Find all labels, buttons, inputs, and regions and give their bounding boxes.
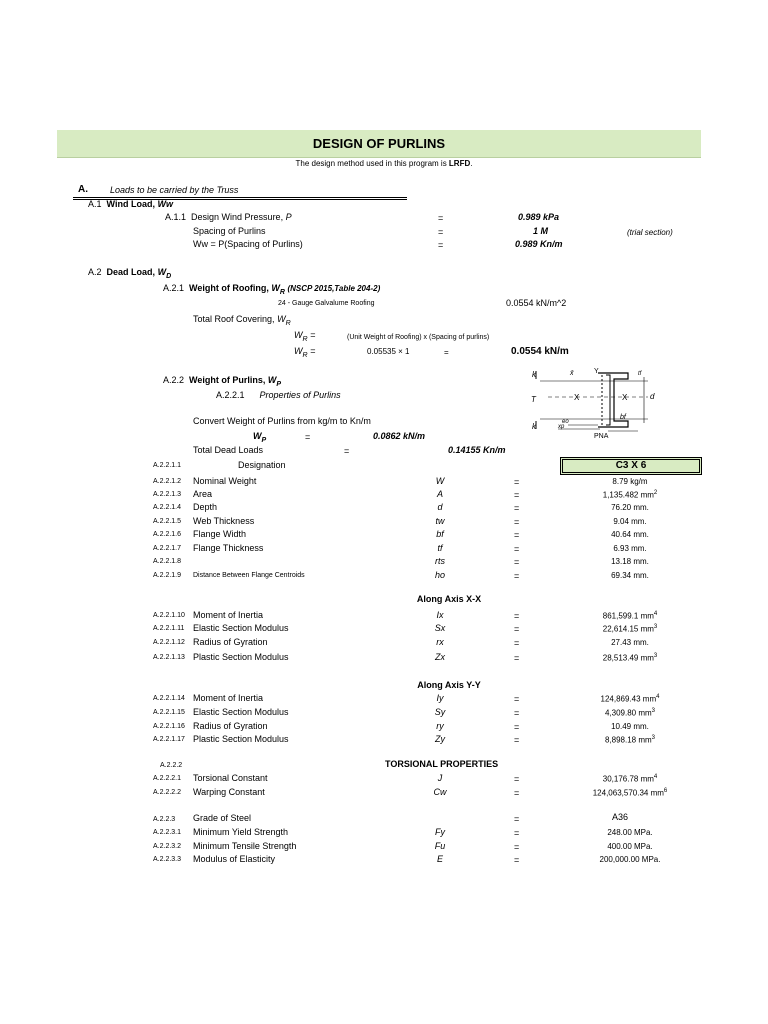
dead-load-num: A.2	[88, 267, 102, 277]
property-eq: =	[514, 571, 520, 581]
property-label: Modulus of Elasticity	[193, 854, 276, 864]
wr2-sub: R	[302, 351, 308, 359]
property-eq: =	[514, 828, 520, 838]
wp-eq: =	[305, 432, 311, 442]
property-value	[560, 722, 700, 731]
property-symbol: Cw	[433, 787, 447, 797]
property-num: A.2.2.1.12	[153, 639, 185, 646]
property-num: A.2.2.1.8	[153, 558, 182, 565]
wp-symbol-text: W	[253, 431, 262, 441]
property-value-text: 10.49 mm.	[611, 722, 649, 731]
section-a-underline	[73, 197, 407, 198]
diagram-eo: eo	[562, 419, 569, 425]
property-eq: =	[514, 611, 520, 621]
property-value-text: 400.00 MPa.	[607, 842, 653, 851]
designation-label: Designation	[238, 460, 286, 470]
property-num: A.2.2.3.1	[153, 829, 182, 836]
design-method-line	[0, 159, 768, 168]
property-unit-exponent: 3	[653, 653, 658, 659]
diagram-xbar: x̄	[570, 370, 574, 377]
property-eq: =	[514, 503, 520, 513]
wind-pressure-num: A.1.1	[165, 212, 187, 222]
property-symbol: d	[437, 502, 443, 512]
steel-eq: =	[514, 814, 520, 824]
steel-num: A.2.2.3	[153, 816, 176, 823]
property-symbol: Zx	[435, 652, 445, 662]
property-value-text: 200,000.00 MPa.	[599, 855, 661, 864]
property-value	[560, 477, 700, 486]
diagram-y: Y	[594, 368, 599, 375]
spacing-eq: =	[438, 227, 444, 237]
diagram-k-bottom: k	[532, 422, 536, 431]
steel-value: A36	[611, 812, 628, 822]
property-value-text: 40.64 mm.	[611, 530, 649, 539]
property-value-text: 8,898.18 mm	[604, 735, 652, 745]
property-num: A.2.2.1.5	[153, 518, 182, 525]
roofing-material-value: 0.0554 kN/m^2	[506, 298, 567, 308]
dead-load-symbol: W	[157, 267, 167, 277]
torsional-title: TORSIONAL PROPERTIES	[385, 759, 499, 769]
section-a-label: A.	[78, 184, 88, 195]
property-label: Moment of Inertia	[193, 610, 264, 620]
property-value	[560, 828, 700, 837]
property-num: A.2.2.1.9	[153, 572, 182, 579]
property-value-text: 76.20 mm.	[611, 503, 649, 512]
design-method-name: LRFD	[448, 159, 471, 168]
purlins-sub-num: A.2.2.1	[216, 390, 245, 400]
total-cover-sub: R	[285, 319, 291, 327]
property-num: A.2.2.2.2	[153, 789, 182, 796]
property-value	[560, 503, 700, 512]
property-value-text: 248.00 MPa.	[607, 828, 653, 837]
wr1-eq: =	[310, 330, 316, 340]
property-label: Flange Thickness	[193, 543, 264, 553]
wr2-expression: 0.05535 × 1	[367, 347, 410, 356]
property-value-text: 8.79 kg/m	[612, 477, 648, 486]
total-dead-value: 0.14155 Kn/m	[448, 445, 506, 455]
property-unit-exponent: 3	[651, 708, 656, 714]
property-num: A.2.2.3.3	[153, 856, 182, 863]
diagram-d: d	[650, 392, 655, 401]
property-label: Depth	[193, 502, 218, 512]
property-symbol: rts	[435, 556, 445, 566]
ww-value: 0.989 Kn/m	[515, 239, 563, 249]
property-eq: =	[514, 842, 520, 852]
property-unit-exponent: 4	[653, 611, 658, 617]
spacing-label: Spacing of Purlins	[193, 226, 266, 236]
property-value-text: 27.43 mm.	[611, 638, 649, 647]
spacing-value: 1 M	[533, 226, 549, 236]
diagram-x-right: X	[622, 393, 628, 402]
property-value	[560, 624, 700, 634]
total-dead-eq: =	[344, 446, 350, 456]
property-label: Radius of Gyration	[193, 637, 268, 647]
property-value	[560, 788, 700, 798]
property-unit-exponent: 3	[653, 624, 658, 630]
torsional-num: A.2.2.2	[160, 762, 183, 769]
roofing-symbol: W	[271, 283, 280, 293]
wind-load-num: A.1	[88, 199, 102, 209]
property-symbol: E	[436, 854, 443, 864]
property-num: A.2.2.1.6	[153, 531, 182, 538]
wp-value: 0.0862 kN/m	[373, 431, 426, 441]
property-value	[560, 694, 700, 704]
axis-y-title: Along Axis Y-Y	[417, 680, 481, 690]
wind-pressure-eq: =	[438, 213, 444, 223]
design-method-prefix: The design method used in this program is	[295, 159, 449, 168]
roofing-sub: R	[279, 288, 285, 296]
property-symbol: Ix	[436, 610, 444, 620]
property-eq: =	[514, 638, 520, 648]
ww-eq: =	[438, 240, 444, 250]
property-eq: =	[514, 788, 520, 798]
wind-load-heading	[88, 199, 173, 209]
property-symbol: Sy	[434, 707, 446, 717]
wr1-symbol-text: W	[294, 330, 303, 340]
property-value-text: 69.34 mm.	[611, 571, 649, 580]
roofing-title: Weight of Roofing,	[189, 283, 269, 293]
property-unit-exponent: 6	[663, 788, 668, 794]
property-eq: =	[514, 624, 520, 634]
property-label: Nominal Weight	[193, 476, 257, 486]
property-value	[560, 557, 700, 566]
property-unit-exponent: 3	[651, 735, 656, 741]
property-label: Torsional Constant	[193, 773, 268, 783]
property-symbol: ry	[436, 721, 444, 731]
total-cover-label	[193, 314, 291, 327]
property-eq: =	[514, 855, 520, 865]
property-symbol: ho	[434, 570, 445, 580]
total-cover-symbol: W	[277, 314, 286, 324]
property-label: Warping Constant	[193, 787, 265, 797]
wr1-expression: (Unit Weight of Roofing) x (Spacing of purlins)	[347, 334, 490, 341]
property-eq: =	[514, 530, 520, 540]
purlins-num: A.2.2	[163, 375, 185, 385]
wind-load-title: Wind Load,	[106, 199, 155, 209]
property-label: Radius of Gyration	[193, 721, 268, 731]
property-symbol: Sx	[434, 623, 446, 633]
channel-section-diagram	[528, 367, 678, 439]
purlins-sub-heading	[216, 390, 341, 400]
property-eq: =	[514, 517, 520, 527]
property-unit-exponent: 4	[656, 694, 660, 700]
property-label: Moment of Inertia	[193, 693, 264, 703]
purlins-title: Weight of Purlins,	[189, 375, 266, 385]
property-eq: =	[514, 722, 520, 732]
property-num: A.2.2.1.7	[153, 545, 182, 552]
property-value-text: 4,309.80 mm	[604, 708, 652, 718]
property-value	[560, 653, 700, 663]
wr2-value: 0.0554 kN/m	[511, 346, 569, 357]
property-value-text: 28,513.49 mm	[602, 653, 654, 663]
property-value-text: 861,599.1 mm	[602, 611, 654, 621]
property-value-text: 22,614.15 mm	[602, 624, 654, 634]
property-num: A.2.2.1.13	[153, 654, 185, 661]
property-eq: =	[514, 490, 520, 500]
property-symbol: Iy	[436, 693, 444, 703]
property-value	[560, 855, 700, 864]
property-eq: =	[514, 557, 520, 567]
ww-label: Ww = P(Spacing of Purlins)	[193, 239, 303, 249]
property-symbol: W	[435, 476, 445, 486]
diagram-x-left: X	[574, 393, 580, 402]
property-value	[560, 490, 700, 500]
property-label: Minimum Tensile Strength	[193, 841, 297, 851]
total-dead-label: Total Dead Loads	[193, 445, 264, 455]
property-label: Minimum Yield Strength	[193, 827, 289, 837]
property-unit-exponent: 4	[653, 774, 658, 780]
property-eq: =	[514, 774, 520, 784]
property-value	[560, 638, 700, 647]
diagram-tf: tf	[638, 371, 642, 377]
property-value	[560, 544, 700, 553]
roofing-num: A.2.1	[163, 283, 185, 293]
property-num: A.2.2.2.1	[153, 775, 182, 782]
property-value-text: 30,176.78 mm	[602, 774, 654, 784]
property-label: Area	[193, 489, 213, 499]
wr2-eq2: =	[444, 348, 449, 357]
purlins-symbol: W	[267, 375, 277, 385]
purlins-sub: P	[276, 380, 282, 388]
property-symbol: A	[436, 489, 443, 499]
property-eq: =	[514, 694, 520, 704]
property-label: Plastic Section Modulus	[193, 652, 289, 662]
roofing-material: 24 - Gauge Galvalume Roofing	[278, 300, 375, 307]
property-eq: =	[514, 708, 520, 718]
diagram-xp: xp	[558, 424, 565, 430]
property-value-text: 1,135.482 mm	[602, 490, 654, 500]
property-unit-exponent: 2	[653, 490, 658, 496]
wr1-sub: R	[302, 335, 308, 343]
property-num: A.2.2.1.15	[153, 709, 185, 716]
wind-pressure-symbol: P	[285, 212, 292, 222]
property-num: A.2.2.1.2	[153, 478, 182, 485]
property-num: A.2.2.3.2	[153, 843, 182, 850]
property-num: A.2.2.1.3	[153, 491, 182, 498]
property-eq: =	[514, 653, 520, 663]
property-num: A.2.2.1.10	[153, 612, 185, 619]
wr2-symbol-text: W	[294, 346, 303, 356]
section-a-text: Loads to be carried by the Truss	[110, 185, 239, 195]
diagram-k-top: k	[532, 370, 536, 379]
property-eq: =	[514, 544, 520, 554]
property-value	[560, 611, 700, 621]
diagram-bf: bf	[620, 414, 626, 421]
diagram-pna: PNA	[594, 433, 609, 439]
property-value	[560, 530, 700, 539]
convert-label: Convert Weight of Purlins from kg/m to Kn/m	[193, 416, 371, 426]
property-value	[560, 774, 700, 784]
property-label: Elastic Section Modulus	[193, 623, 289, 633]
property-value-text: 124,869.43 mm	[600, 694, 657, 704]
wind-pressure-value: 0.989 kPa	[518, 212, 560, 222]
roofing-heading	[163, 283, 380, 296]
property-symbol: tf	[437, 543, 443, 553]
wr2-symbol	[294, 346, 315, 359]
property-num: A.2.2.1.17	[153, 736, 185, 743]
dead-load-heading	[88, 267, 171, 280]
property-symbol: J	[437, 773, 443, 783]
wind-pressure-text: Design Wind Pressure,	[191, 212, 284, 222]
property-num: A.2.2.1.16	[153, 723, 185, 730]
property-label: Elastic Section Modulus	[193, 707, 289, 717]
wp-symbol	[253, 431, 266, 444]
property-value	[560, 708, 700, 718]
property-eq: =	[514, 477, 520, 487]
design-method-suffix: .	[470, 159, 473, 168]
roofing-ref: (NSCP 2015,Table 204-2)	[287, 284, 381, 293]
dead-load-sub: D	[166, 272, 172, 280]
designation-value: C3 X 6	[560, 457, 702, 475]
total-cover-text: Total Roof Covering,	[193, 314, 275, 324]
property-label: Plastic Section Modulus	[193, 734, 289, 744]
spacing-note: (trial section)	[627, 228, 673, 237]
property-value	[560, 571, 700, 580]
property-symbol: Fy	[435, 827, 445, 837]
wr1-symbol	[294, 330, 315, 343]
property-label: Distance Between Flange Centroids	[193, 572, 305, 579]
property-value	[560, 842, 700, 851]
property-eq: =	[514, 735, 520, 745]
wr2-eq: =	[310, 346, 316, 356]
dead-load-title: Dead Load,	[106, 267, 156, 277]
purlins-heading	[163, 375, 281, 388]
property-symbol: tw	[435, 516, 445, 526]
property-value-text: 124,063,570.34 mm	[592, 788, 664, 798]
property-num: A.2.2.1.11	[153, 625, 185, 632]
property-label: Flange Width	[193, 529, 247, 539]
property-value	[560, 517, 700, 526]
property-num: A.2.2.1.14	[153, 695, 185, 702]
property-symbol: Zy	[435, 734, 445, 744]
wp-sub: P	[261, 436, 267, 444]
property-symbol: Fu	[434, 841, 446, 851]
designation-num: A.2.2.1.1	[153, 462, 182, 469]
property-value-text: 9.04 mm.	[613, 517, 647, 526]
property-symbol: rx	[436, 637, 444, 647]
axis-x-title: Along Axis X-X	[416, 594, 482, 604]
page-title: DESIGN OF PURLINS	[57, 130, 701, 158]
steel-label: Grade of Steel	[193, 813, 252, 823]
purlins-sub-title: Properties of Purlins	[259, 390, 341, 400]
property-value	[560, 735, 700, 745]
property-symbol: bf	[436, 529, 444, 539]
property-num: A.2.2.1.4	[153, 504, 182, 511]
diagram-t: T	[531, 395, 536, 404]
property-label: Web Thickness	[193, 516, 255, 526]
property-value-text: 6.93 mm.	[613, 544, 647, 553]
wind-pressure-label	[165, 212, 292, 222]
property-value-text: 13.18 mm.	[611, 557, 649, 566]
wind-load-symbol: Ww	[157, 199, 173, 209]
